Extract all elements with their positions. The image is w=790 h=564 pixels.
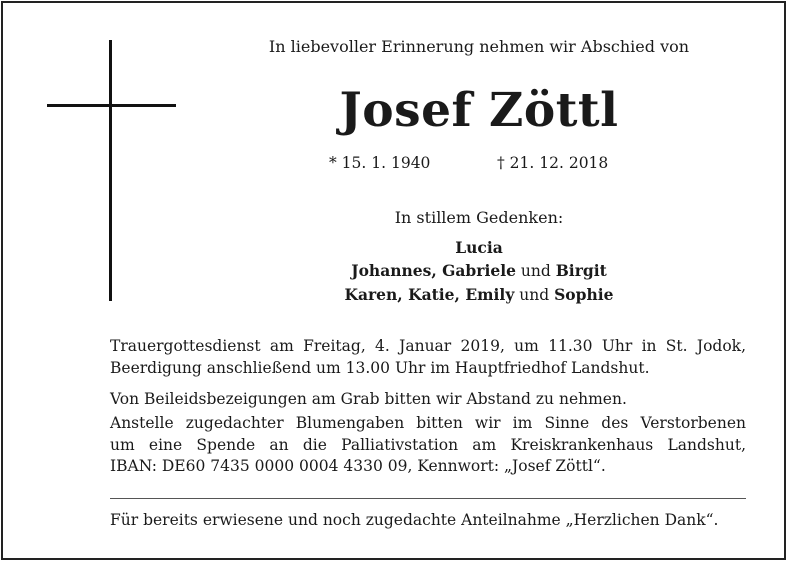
deceased-name: Josef Zöttl [339, 83, 619, 138]
service-paragraph [110, 336, 746, 379]
family-line-2 [203, 261, 755, 280]
service-line: Trauergottesdienst am Freitag, 4. Januar 2019, um 11.30 Uhr in St. Jodok, [110, 337, 746, 355]
intro-text: In liebevoller Erinnerung nehmen wir Abschied von [268, 37, 690, 56]
family-conjunction: und [519, 286, 550, 304]
donation-paragraph [110, 413, 746, 478]
service-line: Beerdigung anschließend um 13.00 Uhr im Hauptfriedhof Landshut. [110, 358, 650, 377]
family-line-3 [203, 285, 755, 304]
donation-line: Anstelle zugedachter Blumengaben bitten wir im Sinne des Verstorbenen [110, 414, 746, 432]
family-names: Johannes, Gabriele [351, 261, 516, 280]
donation-line: IBAN: DE60 7435 0000 0004 4330 09, Kennwort: „Josef Zöttl“. [110, 457, 606, 475]
death-date: † 21. 12. 2018 [497, 154, 609, 172]
divider [110, 498, 746, 499]
family-conjunction: und [520, 262, 551, 280]
family-name: Lucia [455, 238, 503, 257]
family-names: Karen, Katie, Emily [344, 285, 515, 304]
cross-icon-horizontal [47, 104, 176, 107]
obituary-card [1, 1, 786, 560]
memory-heading: In stillem Gedenken: [394, 208, 564, 227]
birth-date: * 15. 1. 1940 [329, 154, 431, 172]
cross-icon-vertical [109, 40, 112, 301]
donation-line: um eine Spende an die Palliativstation am Kreiskrankenhaus Landshut, [110, 435, 746, 454]
family-name: Sophie [554, 285, 614, 304]
condolences-paragraph [110, 389, 746, 411]
condolences-line: Von Beileidsbezeigungen am Grab bitten wir Abstand zu nehmen. [110, 390, 627, 408]
thanks-text: Für bereits erwiesene und noch zugedachte Anteilnahme „Herzlichen Dank“. [110, 511, 719, 529]
family-name: Birgit [555, 261, 607, 280]
family-line-1 [203, 238, 755, 257]
